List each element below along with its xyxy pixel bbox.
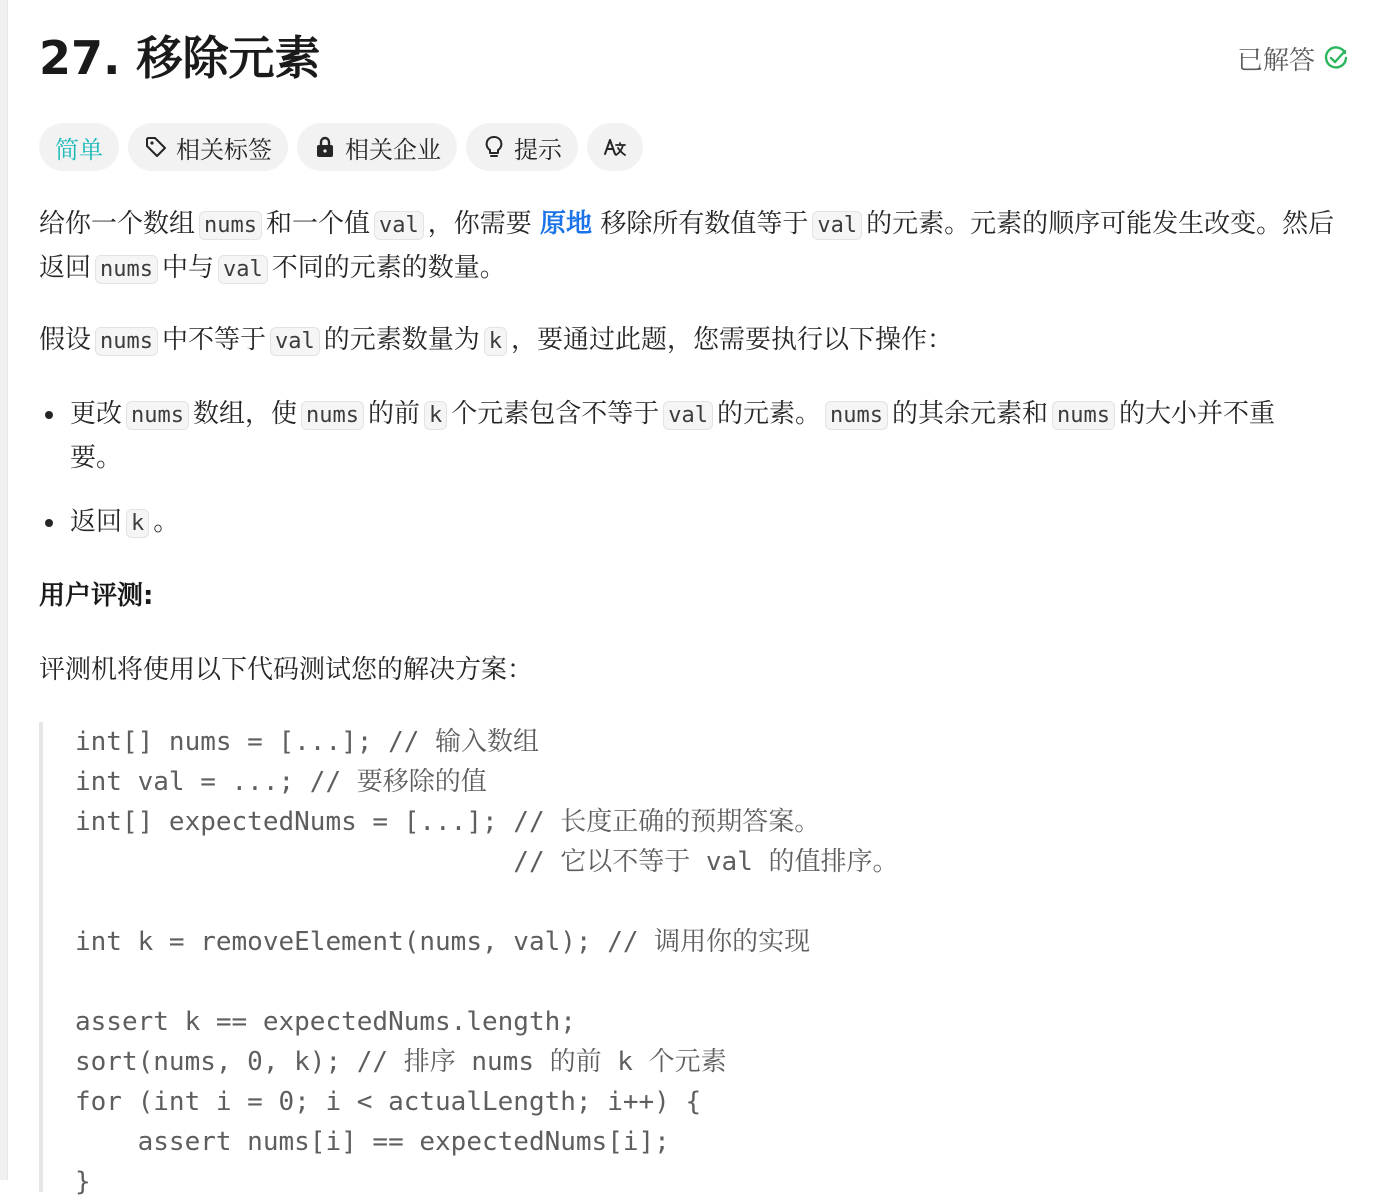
judge-intro: 评测机将使用以下代码测试您的解决方案：	[39, 655, 534, 685]
code-line: int k = removeElement(nums, val); // 调用你的实现	[75, 927, 811, 957]
title-row	[39, 28, 1349, 88]
topics-tag-button[interactable]	[128, 123, 288, 171]
companies-tag-button[interactable]	[297, 123, 457, 171]
text: 的元素。元素的顺序可能发生改变。然后返回	[39, 209, 1335, 283]
text: ，你需要	[427, 209, 532, 239]
code-line: assert k == expectedNums.length;	[75, 1007, 576, 1037]
code-line: int[] expectedNums = [...]; // 长度正确的预期答案。	[75, 807, 821, 837]
text: 返回	[70, 507, 123, 537]
hint-label: 提示	[514, 135, 562, 164]
code-line	[75, 882, 1349, 922]
tag-icon	[144, 135, 168, 159]
text: 中不等于	[162, 325, 267, 355]
text: 的大小并不重要。	[70, 399, 1276, 473]
text: 移除所有数值等于	[600, 209, 809, 239]
code-line: sort(nums, 0, k); // 排序 nums 的前 k 个元素	[75, 1047, 727, 1077]
hint-button[interactable]	[466, 123, 578, 171]
judge-code-block	[39, 722, 1349, 1197]
inline-code: nums	[825, 401, 888, 430]
text: 的元素。	[717, 399, 822, 429]
in-place-emphasis: 原地	[540, 209, 593, 239]
text: 给你一个数组	[39, 209, 196, 239]
text: 的其余元素和	[892, 399, 1049, 429]
code-line: int[] nums = [...]; // 输入数组	[75, 727, 540, 757]
inline-code: nums	[1052, 401, 1115, 430]
text: 个元素包含不等于	[451, 399, 660, 429]
left-rail	[0, 0, 8, 1180]
text: 数组，使	[193, 399, 298, 429]
inline-code: k	[424, 401, 447, 430]
description-paragraph-1	[39, 203, 1349, 291]
code-line: for (int i = 0; i < actualLength; i++) {	[75, 1087, 702, 1117]
inline-code: nums	[95, 255, 158, 284]
description-paragraph-2	[39, 319, 1349, 363]
code-line: }	[75, 1167, 91, 1197]
difficulty-tag[interactable]	[39, 123, 119, 171]
text: 的元素数量为	[323, 325, 480, 355]
solved-status	[1237, 40, 1349, 76]
text: 和一个值	[266, 209, 371, 239]
solved-label: 已解答	[1236, 45, 1315, 76]
text: 的前	[368, 399, 421, 429]
inline-code: nums	[95, 327, 158, 356]
translate-button[interactable]	[587, 123, 643, 171]
check-circle-icon	[1323, 45, 1349, 71]
inline-code: val	[812, 211, 862, 240]
inline-code: nums	[126, 401, 189, 430]
lightbulb-icon	[482, 135, 506, 159]
inline-code: nums	[199, 211, 262, 240]
text: 中与	[162, 253, 215, 283]
text: 更改	[70, 399, 123, 429]
problem-title[interactable]: 27. 移除元素	[39, 31, 321, 85]
text: ，要通过此题，您需要执行以下操作：	[511, 325, 954, 355]
text: 。	[153, 507, 180, 537]
user-judge-heading: 用户评测:	[39, 581, 154, 611]
inline-code: k	[484, 327, 507, 356]
inline-code: val	[374, 211, 424, 240]
inline-code: val	[270, 327, 320, 356]
companies-label: 相关企业	[345, 135, 441, 164]
code-line: // 它以不等于 val 的值排序。	[75, 847, 899, 877]
translate-icon	[603, 135, 627, 159]
inline-code: k	[126, 509, 149, 538]
inline-code: nums	[301, 401, 364, 430]
tag-bar	[39, 123, 643, 171]
code-line: int val = ...; // 要移除的值	[75, 767, 487, 797]
inline-code: val	[218, 255, 268, 284]
code-line	[75, 962, 1349, 1002]
text: 假设	[39, 325, 92, 355]
inline-code: val	[663, 401, 713, 430]
code-line: assert nums[i] == expectedNums[i];	[75, 1127, 670, 1157]
requirement-bullet-1	[39, 393, 1309, 479]
requirement-bullet-2	[39, 501, 1309, 545]
text: 不同的元素的数量。	[271, 253, 506, 283]
difficulty-label: 简单	[55, 135, 103, 164]
topics-label: 相关标签	[176, 135, 272, 164]
lock-icon	[313, 135, 337, 159]
